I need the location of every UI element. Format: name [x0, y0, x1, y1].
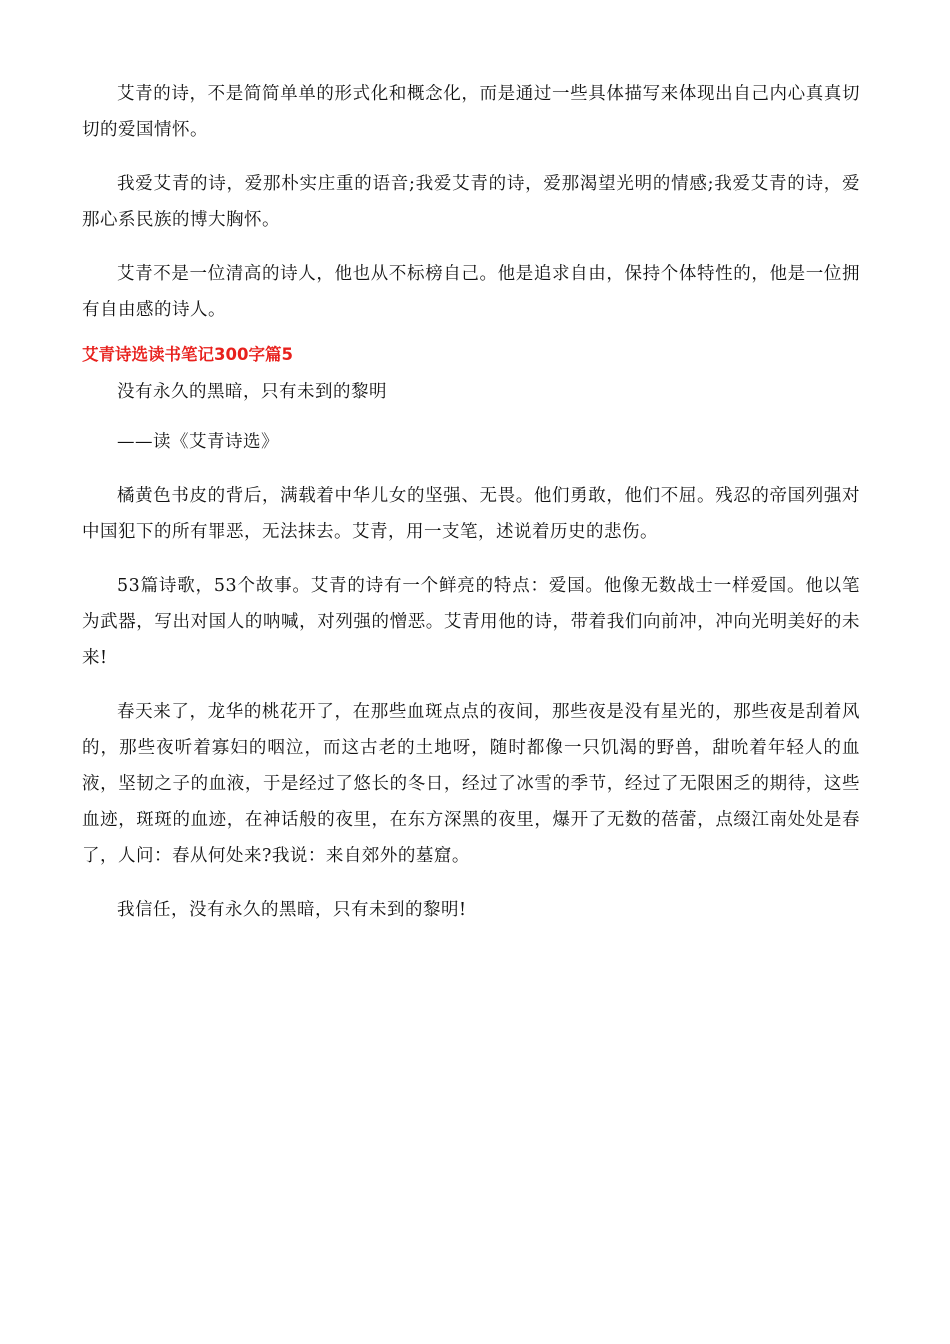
document-body [82, 76, 860, 928]
paragraph: 艾青不是一位清高的诗人，他也从不标榜自己。他是追求自由，保持个体特性的，他是一位拥有自由感的诗人。 [82, 264, 860, 320]
paragraph: 春天来了，龙华的桃花开了，在那些血斑点点的夜间，那些夜是没有星光的，那些夜是刮着风的，那些夜听着寡妇的咽泣，而这古老的土地呀，随时都像一只饥渴的野兽，甜吮着年轻人的血液，坚韧之子的血液，于是经过了悠长的冬日，经过了冰雪的季节，经过了无限困乏的期待，这些血迹，斑斑的血迹，在神话般的夜里，在东方深黑的夜里，爆开了无数的蓓蕾，点缀江南处处是春了，人问：春从何处来?我说：来自郊外的墓窟。 [82, 702, 860, 866]
section-title: 艾青诗选读书笔记300字篇5 [82, 345, 293, 364]
paragraph: 我信任，没有永久的黑暗，只有未到的黎明! [117, 900, 467, 920]
paragraph: 艾青的诗，不是简简单单的形式化和概念化，而是通过一些具体描写来体现出自己内心真真切切的爱国情怀。 [82, 84, 860, 140]
paragraph: 我爱艾青的诗，爱那朴实庄重的语音;我爱艾青的诗，爱那渴望光明的情感;我爱艾青的诗，爱那心系民族的博大胸怀。 [82, 174, 860, 230]
paragraph: 橘黄色书皮的背后，满载着中华儿女的坚强、无畏。他们勇敢，他们不屈。残忍的帝国列强对中国犯下的所有罪恶，无法抹去。艾青，用一支笔，述说着历史的悲伤。 [82, 486, 860, 542]
essay-title: 没有永久的黑暗，只有未到的黎明 [117, 382, 387, 402]
essay-subtitle: ——读《艾青诗选》 [117, 432, 279, 452]
paragraph: 53篇诗歌，53个故事。艾青的诗有一个鲜亮的特点：爱国。他像无数战士一样爱国。他以笔为武器，写出对国人的呐喊，对列强的憎恶。艾青用他的诗，带着我们向前冲，冲向光明美好的未来! [82, 576, 860, 668]
